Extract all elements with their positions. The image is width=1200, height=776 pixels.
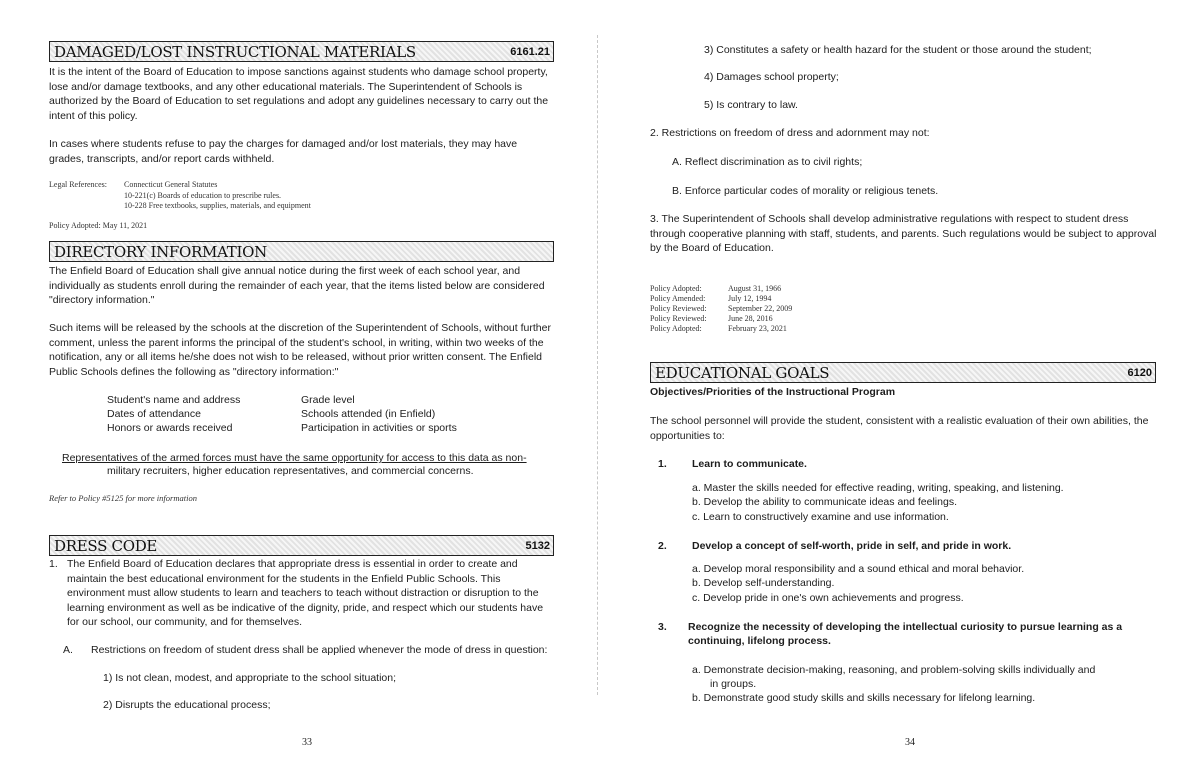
- goals-intro: The school personnel will provide the student, consistent with a realistic evaluation of their own abilities, the opportunities to:: [650, 415, 1149, 442]
- goal-item-continuation: in groups.: [710, 678, 757, 690]
- goal-item: c. Learn to constructively examine and use information.: [692, 511, 949, 523]
- section-title: DAMAGED/LOST INSTRUCTIONAL MATERIALS: [54, 42, 416, 61]
- directory-item: Participation in activities or sports: [301, 422, 457, 434]
- dress-item-2-a: A. Reflect discrimination as to civil rights;: [672, 156, 863, 168]
- history-label: Policy Amended:: [650, 294, 706, 303]
- policy-code: 6120: [1127, 366, 1152, 379]
- history-date: September 22, 2009: [728, 304, 793, 313]
- goal-number: 2.: [658, 540, 667, 552]
- section-header-damaged-lost: [49, 41, 554, 62]
- history-date: July 12, 1994: [728, 294, 772, 303]
- directory-item: Dates of attendance: [107, 408, 201, 420]
- history-label: Policy Adopted:: [650, 284, 702, 293]
- history-label: Policy Adopted:: [650, 324, 702, 333]
- goal-heading: Learn to communicate.: [692, 458, 807, 470]
- page-number: 33: [302, 737, 312, 748]
- policy-code: 5132: [525, 539, 550, 552]
- directory-paragraph-2: Such items will be released by the schools at the discretion of the Superintendent of Schools, without further comment, unless the parent informs the principal of the student's school, in writing, within two weeks of the notification, any or all items he/she does not wish to be released, without prior written consent. The Enfield Public Schools defines the following as "directory information:": [49, 322, 551, 378]
- damaged-paragraph-2: In cases where students refuse to pay the charges for damaged and/or lost materials, they may have grades, transcripts, and/or report cards withheld.: [49, 138, 518, 165]
- dress-sub-a-text: Restrictions on freedom of student dress shall be applied whenever the mode of dress in question:: [91, 644, 548, 656]
- damaged-paragraph-1: It is the intent of the Board of Education to impose sanctions against students who damage school property, lose and/or damage textbooks, and any other educational materials. The Superintendent of Schools is authorized by the Board of Education to set regulations and adopt any guidelines necessary to carry out the intent of this policy.: [49, 66, 549, 122]
- dress-condition-2: 2) Disrupts the educational process;: [103, 699, 271, 711]
- dress-item-2: 2. Restrictions on freedom of dress and adornment may not:: [650, 127, 930, 139]
- goal-heading-line-1: Recognize the necessity of developing the intellectual curiosity to pursue learning as a: [688, 621, 1123, 633]
- policy-code: 6161.21: [510, 45, 550, 58]
- page-number: 34: [905, 737, 915, 748]
- dress-item-3: 3. The Superintendent of Schools shall develop administrative regulations with respect to student dress through cooperative planning with staff, students, and parents. Such regulations would be subject to approval by the Board of Education.: [650, 213, 1157, 255]
- directory-item: Honors or awards received: [107, 422, 233, 434]
- policy-adopted: Policy Adopted: May 11, 2021: [49, 221, 148, 230]
- goal-item: b. Develop the ability to communicate ideas and feelings.: [692, 496, 957, 508]
- legal-reference-1: Connecticut General Statutes: [124, 180, 218, 189]
- dress-condition-3: 3) Constitutes a safety or health hazard for the student or those around the student;: [704, 44, 1092, 56]
- history-date: February 23, 2021: [728, 324, 787, 333]
- directory-item: Schools attended (in Enfield): [301, 408, 436, 420]
- legal-reference-2: 10-221(c) Boards of education to prescribe rules.: [124, 191, 282, 200]
- history-label: Policy Reviewed:: [650, 314, 707, 323]
- goal-heading: Develop a concept of self-worth, pride in self, and pride in work.: [692, 540, 1012, 552]
- directory-paragraph-1: The Enfield Board of Education shall give annual notice during the first week of each school year, and individually as students enroll during the remainder of each year, that the items listed below are considered "directory information.": [49, 265, 545, 307]
- goal-heading-line-2: continuing, lifelong process.: [688, 635, 831, 647]
- goal-item: c. Develop pride in one's own achievements and progress.: [692, 592, 964, 604]
- section-header-dress-code: [49, 535, 554, 556]
- history-date: June 28, 2016: [728, 314, 773, 323]
- goal-number: 3.: [658, 621, 667, 633]
- dress-item-2-b: B. Enforce particular codes of morality or religious tenets.: [672, 185, 939, 197]
- dress-paragraph-1: The Enfield Board of Education declares that appropriate dress is essential in order to create and maintain the best educational environment for the students in the Enfield Public Schools. This environment must allow students to learn and teachers to teach without distraction or disruption to the learning environment as well as be indicative of the dignity, pride, and respect which our students have for our school, our community, and for themselves.: [67, 558, 544, 629]
- goals-subtitle: Objectives/Priorities of the Instructional Program: [650, 386, 896, 398]
- goal-item: a. Develop moral responsibility and a sound ethical and moral behavior.: [692, 563, 1025, 575]
- goal-number: 1.: [658, 458, 667, 470]
- legal-reference-3: 10-228 Free textbooks, supplies, materials, and equipment: [124, 201, 311, 210]
- section-title: DIRECTORY INFORMATION: [54, 242, 267, 261]
- history-label: Policy Reviewed:: [650, 304, 707, 313]
- legal-references-label: Legal References:: [49, 180, 107, 189]
- section-header-educational-goals: [650, 362, 1156, 383]
- dress-sub-label-a: A.: [63, 644, 73, 656]
- section-title: EDUCATIONAL GOALS: [655, 363, 830, 382]
- dress-item-number: 1.: [49, 558, 58, 570]
- goal-item: a. Master the skills needed for effective reading, writing, speaking, and listening.: [692, 482, 1064, 494]
- dress-condition-4: 4) Damages school property;: [704, 71, 839, 83]
- armed-forces-note-line-2: military recruiters, higher education representatives, and commercial concerns.: [107, 465, 474, 477]
- dress-condition-1: 1) Is not clean, modest, and appropriate to the school situation;: [103, 672, 397, 684]
- directory-item: Grade level: [301, 394, 355, 406]
- refer-policy-note: Refer to Policy #5125 for more information: [49, 493, 197, 503]
- page-divider: [597, 35, 598, 695]
- directory-item: Student's name and address: [107, 394, 241, 406]
- goal-item: b. Demonstrate good study skills and skills necessary for lifelong learning.: [692, 692, 1036, 704]
- section-header-directory-information: [49, 241, 554, 262]
- dress-condition-5: 5) Is contrary to law.: [704, 99, 798, 111]
- history-date: August 31, 1966: [728, 284, 782, 293]
- page-right: [600, 0, 1200, 776]
- armed-forces-note-line-1: Representatives of the armed forces must have the same opportunity for access to this data as non-: [62, 452, 527, 464]
- goal-item: b. Develop self-understanding.: [692, 577, 835, 589]
- section-title: DRESS CODE: [54, 536, 158, 555]
- goal-item: a. Demonstrate decision-making, reasoning, and problem-solving skills individually and: [692, 664, 1096, 676]
